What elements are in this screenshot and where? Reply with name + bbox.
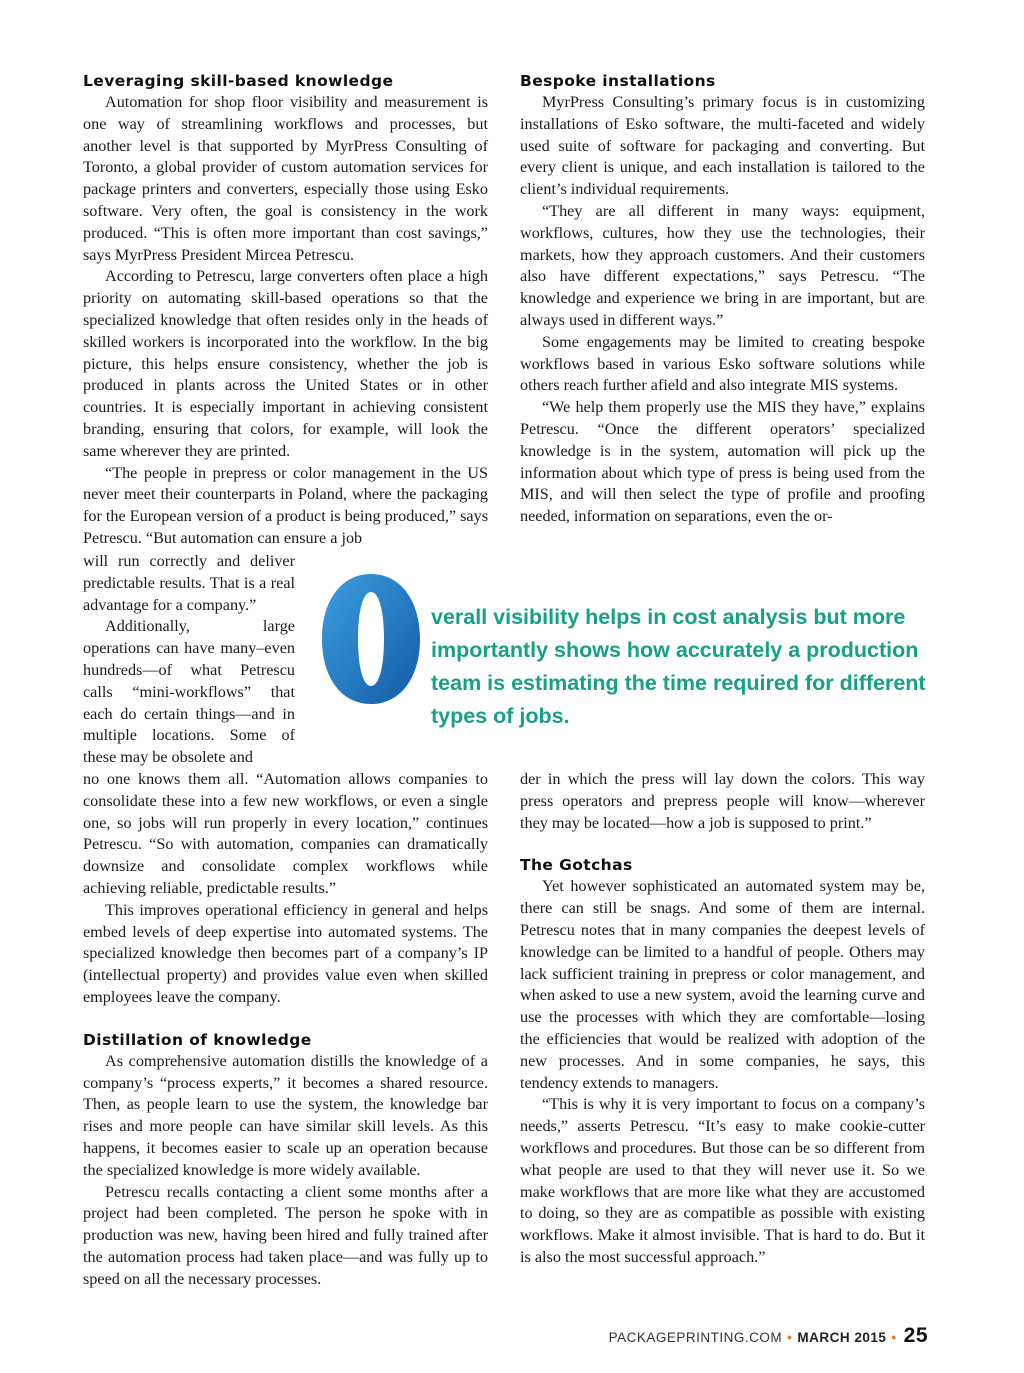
right-column-bottom	[520, 769, 925, 1269]
heading-leveraging: Leveraging skill-based knowledge	[83, 72, 394, 90]
drop-cap-o	[318, 570, 424, 708]
paragraph: der in which the press will lay down the colors. This way press operators and prepress people will know—wherever they may be located—how a job is supposed to print.”	[520, 770, 925, 832]
left-column-top	[83, 70, 488, 550]
paragraph: According to Petrescu, large converters often place a high priority on automating skill-based operations so that the specialized knowledge that often resides only in the heads of skilled workers is incorporated into the workflow. In the big picture, this helps ensure consistency, whether the job is produced in plants across the United States or in other countries. It is especially important in achieving consistent branding, ensuring that colors, for example, will look the same wherever they are printed.	[83, 267, 488, 460]
paragraph: As comprehensive automation distills the knowledge of a company’s “process experts,” it becomes a shared resource. Then, as people learn to use the system, the knowledge bar rises and more people can have similar skill levels. As this happens, it becomes easier to scale up an operation because the specialized knowledge is more widely available.	[83, 1051, 488, 1179]
paragraph: Some engagements may be limited to creating bespoke workflows based in various Esko software solutions while others reach further afield and also integrate MIS systems.	[520, 332, 925, 395]
paragraph: Petrescu recalls contacting a client some months after a project had been completed. The person he spoke with in production was new, having been hired and fully trained after the automation process had taken place—and was fully up to speed on all the necessary processes.	[83, 1182, 488, 1288]
paragraph: Automation for shop floor visibility and measurement is one way of streamlining workflows and processes, but another level is that supported by MyrPress Consulting of Toronto, a global provider of custom automation services for package printers and converters, especially those using Esko software. Very often, the goal is consistency in the work produced. “This is often more important than cost savings,” says MyrPress President Mircea Petrescu.	[83, 93, 488, 264]
heading-bespoke: Bespoke installations	[520, 72, 716, 90]
left-column-wrap	[83, 551, 295, 769]
left-column-bottom	[83, 769, 488, 1291]
paragraph: This improves operational efficiency in general and helps embed levels of deep expertise into automated systems. The specialized knowledge then becomes part of a company’s IP (intellectual property) and provides value even when skilled employees leave the company.	[83, 900, 488, 1006]
right-column-top	[520, 70, 925, 528]
paragraph: “We help them properly use the MIS they have,” explains Petrescu. “Once the different operators’ specialized knowledge is in the system, automation will pick up the information about which type of press is being used from the MIS, and will then select the type of profile and proofing needed, information on separations, even the or-	[520, 398, 925, 526]
pull-quote-text: verall visibility helps in cost analysis but more importantly shows how accurately a production team is estimating the time required for different types of jobs.	[431, 605, 926, 728]
paragraph: will run correctly and deliver predictable results. That is a real advantage for a company.”	[83, 552, 295, 614]
paragraph: “This is why it is very important to focus on a company’s needs,” asserts Petrescu. “It’s easy to make cookie-cutter workflows and procedures. But those can be so different from what people are used to that they will never use it. So we make workflows that are more like what they are accustomed to doing, so they are as compatible as possible with existing workflows. Make it almost invisible. That is hard to do. But it is also the most successful approach.”	[520, 1095, 925, 1266]
paragraph: “The people in prepress or color management in the US never meet their counterparts in Poland, where the packaging for the European version of a product is being produced,” says Petrescu. “But automation can ensure a job	[83, 463, 489, 547]
drop-cap-letter: O	[318, 570, 319, 571]
pull-quote	[318, 568, 938, 738]
page-number: 25	[903, 1324, 928, 1347]
page-footer	[609, 1324, 928, 1348]
paragraph: Yet however sophisticated an automated system may be, there can still be snags. And some of them are internal. Petrescu notes that in many companies the deepest levels of knowledge can be limited to a handful of people. Others may lack sufficient training in prepress or color management, and when asked to use a new system, avoid the learning curve and use the processes with which they are comfortable—losing the efficiencies that would be realized with adoption of the new processes. And in some companies, he says, this tendency extends to managers.	[520, 877, 925, 1092]
footer-bullet: •	[787, 1330, 793, 1345]
heading-gotchas: The Gotchas	[520, 856, 633, 875]
footer-site: PACKAGEPRINTING.COM	[608, 1330, 783, 1345]
paragraph: MyrPress Consulting’s primary focus is in customizing installations of Esko software, the multi-faceted and widely used suite of software for packaging and converting. But every client is unique, and each installation is tailored to the client’s individual requirements.	[520, 93, 925, 199]
heading-distillation: Distillation of knowledge	[83, 1030, 312, 1049]
paragraph: no one knows them all. “Automation allows companies to consolidate these into a few new workflows, or even a single one, so jobs will run properly in every location,” continues Petrescu. “So with automation, companies can dramatically downsize and consolidate complex workflows while achieving reliable, predictable results.”	[83, 770, 488, 897]
footer-issue-date: MARCH 2015	[797, 1330, 887, 1345]
paragraph: “They are all different in many ways: equipment, workflows, cultures, how they use the technologies, their markets, how they approach customers. And their customers also have different expectations,” says Petrescu. “The knowledge and experience we bring in are important, but are always used in different ways.”	[520, 201, 925, 329]
footer-bullet: •	[891, 1330, 897, 1345]
paragraph: Additionally, large operations can have many–even hundreds—of what Petrescu calls “mini-workflows” that each do certain things—and in multiple locations. Some of these may be obsolete and	[83, 617, 295, 767]
